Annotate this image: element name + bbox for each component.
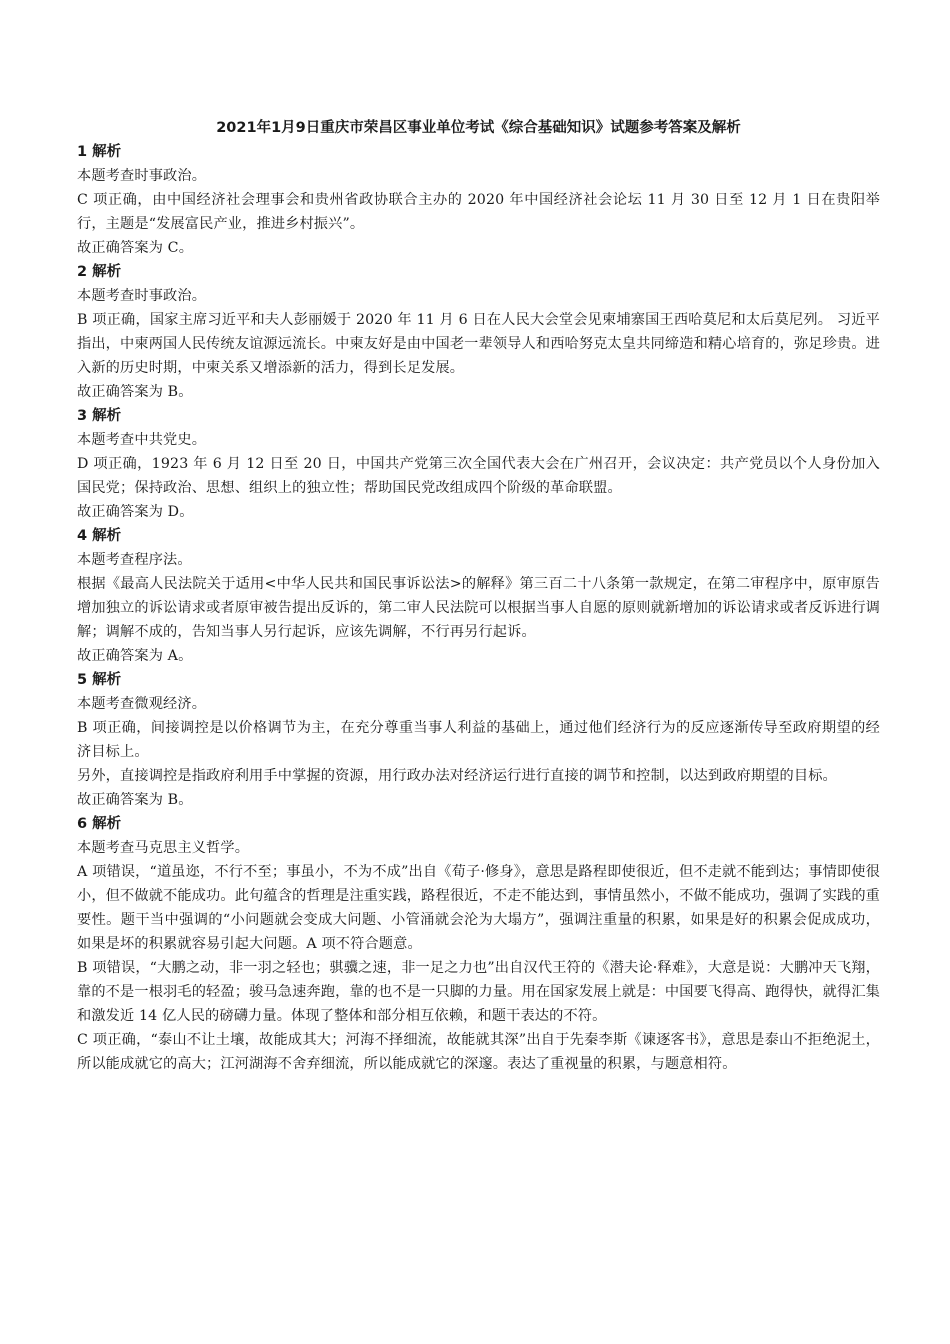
paragraph: 本题考查程序法。 [77, 552, 192, 568]
document-title: 2021年1月9日重庆市荣昌区事业单位考试《综合基础知识》试题参考答案及解析 [216, 120, 741, 136]
paragraph: 本题考查时事政治。 [77, 168, 207, 184]
paragraph: 本题考查微观经济。 [77, 696, 207, 712]
section-heading: 6 解析 [77, 816, 122, 832]
section-heading: 1 解析 [77, 144, 122, 160]
document-page [77, 116, 880, 1076]
answer-section-2 [77, 260, 880, 404]
paragraph: A 项错误，“道虽迩，不行不至；事虽小，不为不成”出自《荀子·修身》，意思是路程即使很近，但不走就不能到达；事情即使很小，但不做就不能成功。此句蕴含的哲理是注重实践，路程很近，不走不能达到，事情虽然小，不做不能成功，强调了实践的重要性。题干当中强调的“小问题就会变成大问题、小管涌就会沦为大塌方”，强调注重量的积累，如果是好的积累会促成成功，如果是坏的积累就容易引起大问题。A 项不符合题意。 [77, 864, 880, 952]
answer-section-6 [77, 812, 880, 1076]
paragraph: 故正确答案为 B。 [77, 384, 193, 400]
section-heading: 5 解析 [77, 672, 122, 688]
paragraph: C 项正确，“泰山不让土壤，故能成其大；河海不择细流，故能就其深”出自于先秦李斯《谏逐客书》，意思是泰山不拒绝泥土，所以能成就它的高大；江河湖海不舍弃细流，所以能成就它的深邃。表达了重视量的积累，与题意相符。 [77, 1032, 880, 1072]
paragraph: 故正确答案为 D。 [77, 504, 194, 520]
answer-section-4 [77, 524, 880, 668]
paragraph: C 项正确，由中国经济社会理事会和贵州省政协联合主办的 2020 年中国经济社会论坛 11 月 30 日至 12 月 1 日在贵阳举行，主题是“发展富民产业，推进乡村振兴”。 [77, 192, 880, 232]
paragraph: 根据《最高人民法院关于适用<中华人民共和国民事诉讼法>的解释》第三百二十八条第一款规定，在第二审程序中，原审原告增加独立的诉讼请求或者原审被告提出反诉的，第二审人民法院可以根据当事人自愿的原则就新增加的诉讼请求或者反诉进行调解；调解不成的，告知当事人另行起诉，应该先调解，不行再另行起诉。 [77, 576, 880, 640]
answer-section-3 [77, 404, 880, 524]
section-heading: 3 解析 [77, 408, 122, 424]
paragraph: D 项正确，1923 年 6 月 12 日至 20 日，中国共产党第三次全国代表大会在广州召开，会议决定：共产党员以个人身份加入国民党；保持政治、思想、组织上的独立性；帮助国民党改组成四个阶级的革命联盟。 [77, 456, 880, 496]
paragraph: 另外，直接调控是指政府利用手中掌握的资源，用行政办法对经济运行进行直接的调节和控制，以达到政府期望的目标。 [77, 768, 837, 784]
paragraph: 故正确答案为 B。 [77, 792, 193, 808]
answer-section-5 [77, 668, 880, 812]
paragraph: B 项正确，间接调控是以价格调节为主，在充分尊重当事人利益的基础上，通过他们经济行为的反应逐渐传导至政府期望的经济目标上。 [77, 720, 880, 760]
section-heading: 4 解析 [77, 528, 122, 544]
paragraph: 本题考查中共党史。 [77, 432, 207, 448]
answer-section-1 [77, 140, 880, 260]
section-heading: 2 解析 [77, 264, 122, 280]
paragraph: 故正确答案为 C。 [77, 240, 194, 256]
paragraph: 本题考查时事政治。 [77, 288, 207, 304]
paragraph: 故正确答案为 A。 [77, 648, 193, 664]
paragraph: B 项正确，国家主席习近平和夫人彭丽媛于 2020 年 11 月 6 日在人民大会堂会见柬埔寨国王西哈莫尼和太后莫尼列。 习近平指出，中柬两国人民传统友谊源远流长。中柬友好是由中国老一辈领导人和西哈努克太皇共同缔造和精心培育的，弥足珍贵。进入新的历史时期，中柬关系又增添新的活力，得到长足发展。 [77, 312, 880, 376]
paragraph: B 项错误，“大鹏之动，非一羽之轻也；骐骥之速，非一足之力也”出自汉代王符的《潜夫论·释难》，大意是说：大鹏冲天飞翔，靠的不是一根羽毛的轻盈；骏马急速奔跑，靠的也不是一只脚的力量。用在国家发展上就是：中国要飞得高、跑得快，就得汇集和激发近 14 亿人民的磅礴力量。体现了整体和部分相互依赖，和题干表达的不符。 [77, 960, 880, 1024]
paragraph: 本题考查马克思主义哲学。 [77, 840, 250, 856]
